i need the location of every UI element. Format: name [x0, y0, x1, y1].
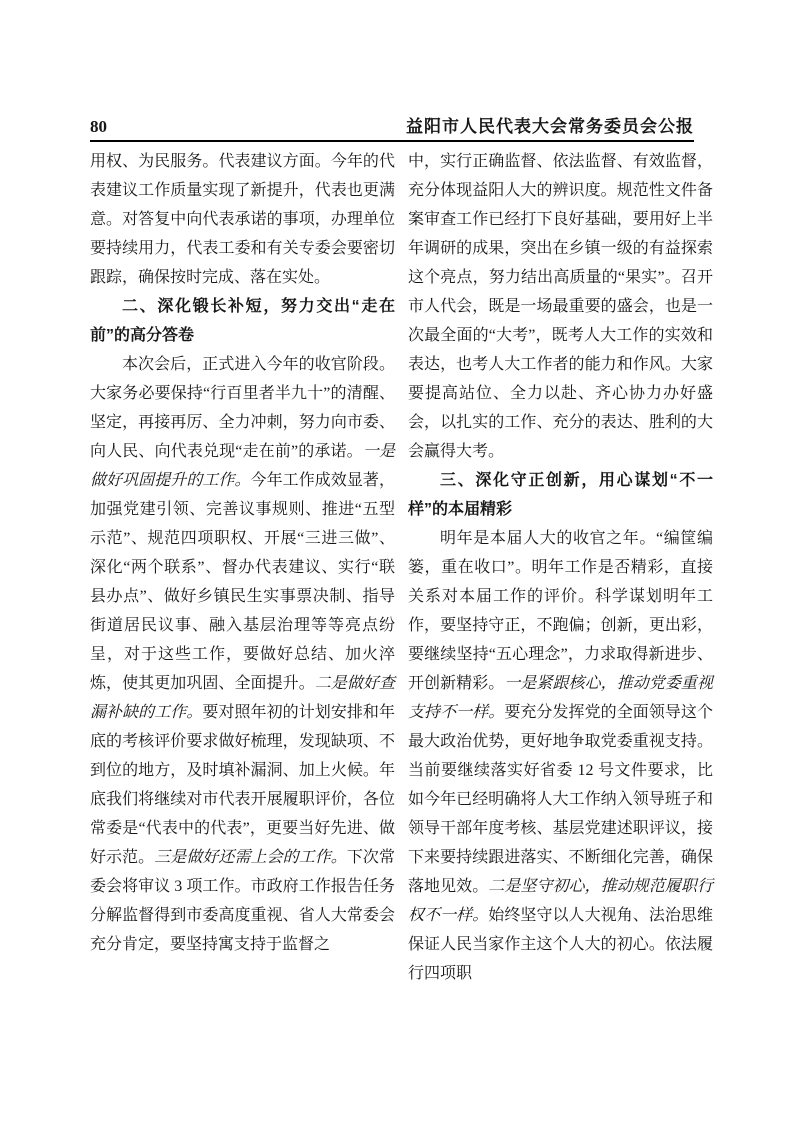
emphasis-kai-text: 三是做好还需上会的工作。: [154, 849, 347, 866]
page-header: [90, 112, 694, 142]
paragraph: [90, 147, 395, 292]
body-text: 始终坚守以人大视角、法治思维保证人民当家作主这个人大的初心。依法履行四项职: [408, 907, 713, 982]
header-title: 益阳市人民代表大会常务委员会公报: [406, 117, 694, 136]
body-text: 本次会后，正式进入今年的收官阶段。大家务必要保持“行百里者半九十”的清醒、坚定，再接再厉、全力冲刺，努力向市委、向人民、向代表兑现“走在前”的承诺。: [90, 356, 395, 460]
text-columns: [90, 147, 713, 988]
body-text: 今年工作成效显著，加强党建引领、完善议事规则、推进“五型示范”、规范四项职权、开展“三进三做”、深化“两个联系”、督办代表建议、实行“联县办点”、做好乡镇民生实事票决制、指导街道居民议事、融入基层治理等等亮点纷呈，对于这些工作，要做好总结、加火淬炼，使其更加巩固、全面提升。: [90, 472, 395, 692]
paragraph: [408, 147, 713, 466]
paragraph: [90, 350, 395, 959]
section-heading: 三、深化守正创新，用心谋划“不一样”的本届精彩: [408, 472, 713, 518]
body-text: 用权、为民服务。代表建议方面。今年的代表建议工作质量实现了新提升，代表也更满意。对答复中向代表承诺的事项，办理单位要持续用力，代表工委和有关专委会要密切跟踪，确保按时完成、落在实处。: [90, 153, 395, 286]
body-text: 下次常委会将审议 3 项工作。市政府工作报告任务分解监督得到市委高度重视、省人大常委会充分肯定，要坚持寓支持于监督之: [90, 849, 395, 953]
emphasis-kai-text: 二是坚守初心，推动规范履职行权不一样。: [408, 878, 713, 924]
page-number: 80: [90, 117, 107, 136]
body-text: 明年是本届人大的收官之年。“编筐编篓，重在收口”。明年工作是否精彩，直接关系对本届工作的评价。科学谋划明年工作，要坚持守正，不跑偏；创新，更出彩，要继续坚持“五心理念”，力求取得新进步、开创新精彩。: [408, 530, 713, 692]
emphasis-kai-text: 一是紧跟核心，推动党委重视支持不一样。: [408, 675, 713, 721]
column-right: [408, 147, 713, 988]
emphasis-kai-text: 二是做好查漏补缺的工作。: [90, 675, 395, 721]
paragraph: [408, 524, 713, 988]
body-text: 要对照年初的计划安排和年底的考核评价要求做好梳理，发现缺项、不到位的地方，及时填补漏洞、加上火候。年底我们将继续对市代表开展履职评价，各位常委是“代表中的代表”，更要当好先进、做好示范。: [90, 704, 395, 866]
emphasis-kai-text: 一是做好巩固提升的工作。: [90, 443, 395, 489]
column-left: [90, 147, 395, 988]
body-text: 中，实行正确监督、依法监督、有效监督，充分体现益阳人大的辨识度。规范性文件备案审查工作已经打下良好基础，要用好上半年调研的成果，突出在乡镇一级的有益探索这个亮点，努力结出高质量的“果实”。召开市人代会，既是一场最重要的盛会，也是一次最全面的“大考”，既考人大工作的实效和表达，也考人大工作者的能力和作风。大家要提高站位、全力以赴、齐心协力办好盛会，以扎实的工作、充分的表达、胜利的大会赢得大考。: [408, 153, 713, 460]
body-text: 要充分发挥党的全面领导这个最大政治优势，更好地争取党委重视支持。当前要继续落实好省委 12 号文件要求，比如今年已经明确将人大工作纳入领导班子和领导干部年度考核、基层党建述职评议，接下来要持续跟进落实、不断细化完善，确保落地见效。: [408, 704, 713, 895]
section-heading: 二、深化锻长补短，努力交出“走在前”的高分答卷: [90, 298, 395, 344]
